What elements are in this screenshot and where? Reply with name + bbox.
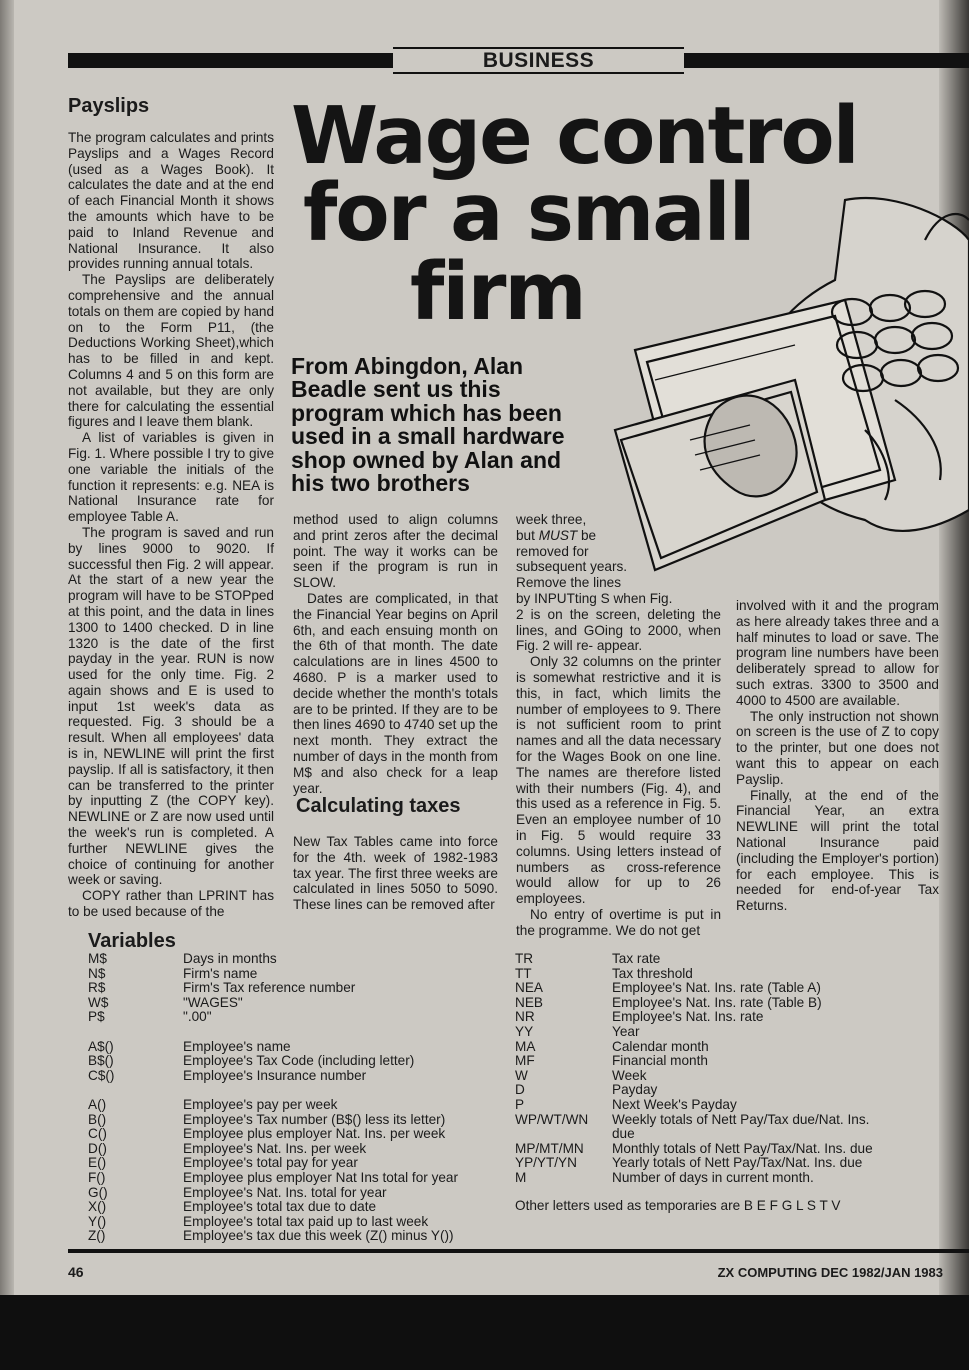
- variable-row: [88, 1156, 508, 1171]
- variables-left-table: [88, 952, 508, 1244]
- variable-description: Tax threshold: [612, 965, 693, 981]
- variable-row: [88, 1069, 508, 1084]
- variable-name: F(): [88, 1169, 106, 1185]
- text-fragment: be: [577, 527, 597, 543]
- group-gap: [88, 1083, 508, 1098]
- variable-row: [88, 1142, 508, 1157]
- variable-description: Calendar month: [612, 1038, 709, 1054]
- variable-name: MP/MT/MN: [515, 1140, 584, 1156]
- variable-row: [515, 1113, 935, 1128]
- variable-row: [88, 996, 508, 1011]
- variable-description: Employee's Tax number (B$() less its letter): [183, 1111, 446, 1127]
- variable-row: [88, 1215, 508, 1230]
- variable-description: Days in months: [183, 951, 277, 966]
- variable-name: A(): [88, 1096, 107, 1112]
- variable-row: [515, 1054, 935, 1069]
- variable-description: Payday: [612, 1082, 658, 1098]
- variable-description: Employee's Nat. Ins. rate (Table B): [612, 994, 822, 1010]
- standfirst: [291, 355, 631, 495]
- text-line: week three,: [516, 512, 587, 527]
- variable-row: [88, 967, 508, 982]
- variable-name: P$: [88, 1009, 105, 1025]
- text-line: Remove the lines: [516, 575, 622, 591]
- standfirst-line: used in a small hardware: [291, 423, 565, 450]
- variable-row: [88, 1113, 508, 1128]
- variable-row: [515, 1040, 935, 1055]
- column-2: [293, 512, 498, 796]
- variable-name: TT: [515, 965, 532, 981]
- variable-description: Employee's total pay for year: [183, 1155, 358, 1171]
- variable-description: Monthly totals of Nett Pay/Tax/Nat. Ins. due: [612, 1140, 873, 1156]
- variable-row: [515, 996, 935, 1011]
- variable-row: [88, 1171, 508, 1186]
- variable-name: YP/YT/YN: [515, 1155, 577, 1171]
- article-title-line-2: for a small: [303, 167, 754, 259]
- variable-description: Employee's Nat. Ins. rate: [612, 1009, 764, 1025]
- variable-name: M: [515, 1169, 527, 1185]
- variable-row: [88, 1186, 508, 1201]
- variable-description: Week: [612, 1067, 647, 1083]
- variable-name: D: [515, 1082, 525, 1098]
- paragraph: New Tax Tables came into force for the 4th. week of 1982-1983 tax year. The first three weeks are calculated in lines 5050 to 5090. These lines can be removed after: [293, 834, 498, 913]
- variable-row: [88, 1040, 508, 1055]
- standfirst-line: Beadle sent us this: [291, 376, 501, 403]
- paragraph: No entry of overtime is put in the programme. We do not get: [516, 906, 721, 938]
- paragraph: The program calculates and prints Payslips and a Wages Record (used as a Wages Book). It calculates the date and at the end of each Financial Month it shows the amounts which have to be paid to Inland Revenue and National Insurance. It also provides running annual totals.: [68, 130, 274, 272]
- variable-row: [515, 1025, 935, 1040]
- variable-description: Employee's Tax Code (including letter): [183, 1053, 415, 1069]
- variable-description: Employee's Nat. Ins. per week: [183, 1140, 367, 1156]
- other-letters-note: Other letters used as temporaries are B E F G L S T V: [515, 1198, 841, 1213]
- variable-name: M$: [88, 951, 107, 966]
- variable-name: C$(): [88, 1067, 115, 1083]
- variable-row: [88, 1229, 508, 1244]
- variable-description: Employee's Nat. Ins. total for year: [183, 1184, 387, 1200]
- variable-description: Employee's Insurance number: [183, 1067, 367, 1083]
- bottom-rule: [68, 1249, 969, 1253]
- paragraph: method used to align columns and print zeros after the decimal point. The way it works can be seen if the program is run in SLOW.: [293, 512, 498, 591]
- column-2-lower: [293, 834, 498, 913]
- variable-description: Weekly totals of Nett Pay/Tax due/Nat. Ins.: [612, 1111, 870, 1127]
- variable-row: [88, 1200, 508, 1215]
- variable-row: [515, 1156, 935, 1171]
- variable-description: "WAGES": [183, 994, 243, 1010]
- variable-row: [88, 1054, 508, 1069]
- variable-name: Y(): [88, 1213, 107, 1229]
- standfirst-line: program which has been: [291, 399, 562, 426]
- variable-name: TR: [515, 951, 534, 966]
- variables-heading: Variables: [88, 930, 176, 952]
- variable-name: YY: [515, 1023, 534, 1039]
- variable-row: [515, 1010, 935, 1025]
- variable-name: X(): [88, 1199, 107, 1215]
- variable-row: [515, 1171, 935, 1186]
- page-number: 46: [68, 1264, 84, 1280]
- variable-row: [88, 952, 508, 967]
- column-3: [516, 512, 721, 939]
- text-line: removed for: [516, 543, 589, 559]
- variable-row: [88, 1127, 508, 1142]
- paragraph: A list of variables is given in Fig. 1. Where possible I try to give one variable the initials of the function it represents: e.g. NEA is National Insurance rate for employee Table A.: [68, 430, 274, 525]
- text-line: by INPUTting S when Fig.: [516, 590, 673, 606]
- article-title-line-1: Wage control: [291, 90, 858, 182]
- variable-description: ".00": [183, 1009, 212, 1025]
- variable-description: Firm's Tax reference number: [183, 980, 356, 996]
- variable-description: Next Week's Payday: [612, 1096, 737, 1112]
- variable-row: [515, 1142, 935, 1157]
- variable-name: N$: [88, 965, 106, 981]
- variable-name: A$(): [88, 1038, 114, 1054]
- variable-name: MF: [515, 1053, 535, 1069]
- variable-description: Employee's name: [183, 1038, 291, 1054]
- calculating-taxes-heading: Calculating taxes: [296, 795, 461, 817]
- variable-description: Financial month: [612, 1053, 708, 1069]
- page-shadow-left: [0, 0, 14, 1370]
- paragraph: Dates are complicated, in that the Financial Year begins on April 6th, and each ensuing month on the 6th of that month. The date calculations are in lines 4500 to 4680. P is a marker used to decide whether the month's totals are to be printed. If they are to be then lines 4690 to 4740 set up the next month. They extract the number of days in the month from M$ and also check for a leap year.: [293, 590, 498, 796]
- paragraph: The Payslips are deliberately comprehensive and the annual totals on them are copied by hand on to the Form P11, (the Deductions Working Sheet),which has to be filled in and kept. Columns 4 and 5 on this form are not available, but they are only there for calculating the essential figures and I leave them blank.: [68, 272, 274, 430]
- variable-name: D(): [88, 1140, 107, 1156]
- variable-row: [515, 1098, 935, 1113]
- variable-name: MA: [515, 1038, 536, 1054]
- variable-description: due: [612, 1126, 635, 1142]
- section-label: BUSINESS: [393, 47, 684, 74]
- variable-row: [515, 1069, 935, 1084]
- article-title-line-3: firm: [410, 246, 585, 338]
- group-gap: [88, 1025, 508, 1040]
- variable-name: R$: [88, 980, 106, 996]
- variable-description: Employee's pay per week: [183, 1096, 338, 1112]
- emphasis: MUST: [538, 527, 578, 543]
- variable-description: Year: [612, 1023, 640, 1039]
- paragraph: The only instruction not shown on screen is the use of Z to copy to the printer, but one does not want this to appear on each Payslip.: [736, 708, 939, 787]
- variable-row: [88, 1010, 508, 1025]
- variable-name: C(): [88, 1126, 107, 1142]
- variable-description: Employee's total tax due to date: [183, 1199, 377, 1215]
- variable-description: Employee's tax due this week (Z() minus Y()): [183, 1228, 454, 1244]
- scan-background: [0, 1295, 969, 1370]
- standfirst-line: his two brothers: [291, 470, 470, 497]
- variable-name: NEA: [515, 980, 543, 996]
- variable-row: [515, 981, 935, 996]
- publication-footer: ZX COMPUTING DEC 1982/JAN 1983: [717, 1265, 943, 1280]
- text-line: [516, 528, 721, 544]
- paragraph: involved with it and the program as here already takes three and a half minutes to load or save. The program line numbers have been deliberately spread to allow for such extras. 3300 to 3500 and 4000 to 4500 are available.: [736, 598, 939, 708]
- paragraph: The program is saved and run by lines 9000 to 9020. If successful then Fig. 2 will appear. At the start of a new year the program will have to be STOPped at this point, and the data in lines 1300 to 1400 checked. D in line 1320 is the date of the first payday in the year. RUN is now used for the only time. Fig. 2 again shows and E is used to input 1st week's data as requested. Fig. 3 should be a result. When all employees' data is in, NEWLINE will print the first payslip. If all is satisfactory, it then can be transferred to the printer by inputting Z (the COPY key). NEWLINE or Z are now used until the week's run is completed. A further NEWLINE gives the choice of continuing for another week or saving.: [68, 524, 274, 888]
- variable-description: Yearly totals of Nett Pay/Tax/Nat. Ins. due: [612, 1155, 863, 1171]
- variable-row: [88, 1098, 508, 1113]
- variable-name: W: [515, 1067, 528, 1083]
- standfirst-line: shop owned by Alan and: [291, 446, 562, 473]
- text-line: subsequent years.: [516, 559, 628, 575]
- header-bar-left: [68, 53, 393, 68]
- variable-name: WP/WT/WN: [515, 1111, 589, 1127]
- text-fragment: but: [516, 527, 539, 543]
- variable-description: Number of days in current month.: [612, 1169, 814, 1185]
- variable-name: Z(): [88, 1228, 106, 1244]
- variable-name: B(): [88, 1111, 107, 1127]
- variable-name: P: [515, 1096, 525, 1112]
- variable-description: Tax rate: [612, 951, 661, 966]
- variable-row: [515, 1127, 935, 1142]
- variable-description: Employee's Nat. Ins. rate (Table A): [612, 980, 821, 996]
- variable-name: NEB: [515, 994, 543, 1010]
- variable-description: Employee plus employer Nat. Ins. per week: [183, 1126, 446, 1142]
- section-header: [68, 47, 969, 74]
- variable-name: E(): [88, 1155, 107, 1171]
- variable-description: Employee plus employer Nat Ins total for year: [183, 1169, 459, 1185]
- variable-description: Employee's total tax paid up to last week: [183, 1213, 429, 1229]
- variables-right-table: [515, 952, 935, 1186]
- variable-name: B$(): [88, 1053, 114, 1069]
- variable-name: NR: [515, 1009, 535, 1025]
- paragraph: COPY rather than LPRINT has to be used because of the: [68, 888, 274, 920]
- variable-name: W$: [88, 994, 109, 1010]
- column-1: [68, 130, 274, 920]
- standfirst-line: From Abingdon, Alan: [291, 353, 524, 379]
- column-4: [736, 598, 939, 914]
- paragraph: Finally, at the end of the Financial Year, an extra NEWLINE will print the total National Insurance paid (including the Employer's portion) for each employee. This is needed for end-of-year Tax Returns.: [736, 787, 939, 914]
- variable-row: [88, 981, 508, 996]
- variable-row: [515, 952, 935, 967]
- variable-row: [515, 967, 935, 982]
- payslips-heading: Payslips: [68, 95, 150, 117]
- variable-description: Firm's name: [183, 965, 258, 981]
- paragraph: Only 32 columns on the printer is somewhat restrictive and it is this, in fact, which limits the number of employees to 9. There is not sufficient room to print names and all the data necessary for the Wages Book on one line. The names are therefore listed with their numbers (Fig. 4), and this used as a reference in Fig. 5. Even an employee number of 10 in Fig. 5 would require 33 columns. Using letters instead of numbers as cross-reference would allow for up to 26 employees.: [516, 654, 721, 907]
- variable-row: [515, 1083, 935, 1098]
- paragraph: 2 is on the screen, deleting the lines, and GOing to 2000, when Fig. 2 will re- appear.: [516, 606, 721, 654]
- variable-name: G(): [88, 1184, 108, 1200]
- header-bar-right: [684, 53, 969, 68]
